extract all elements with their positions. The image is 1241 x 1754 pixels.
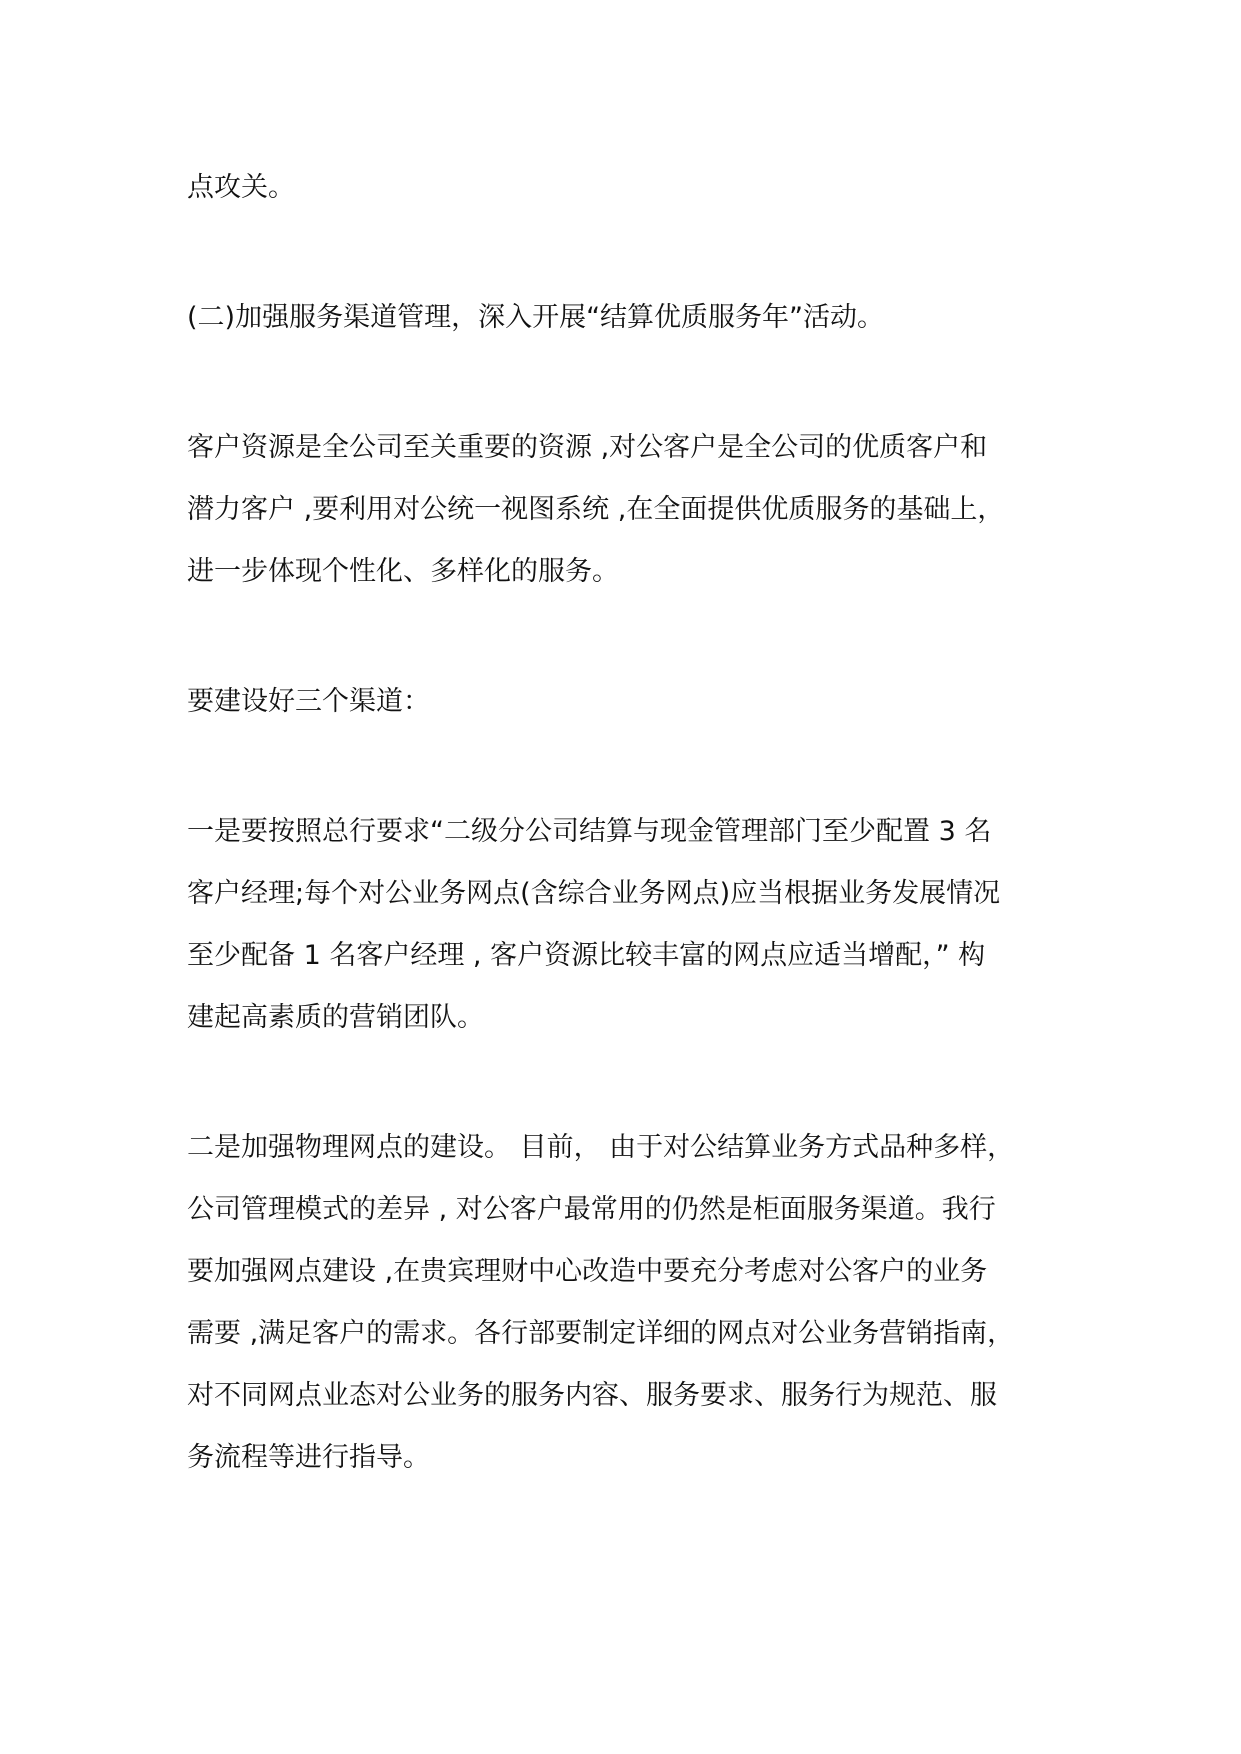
paragraph-gap <box>187 219 1092 287</box>
text-line: 公司管理模式的差异 , 对公客户最常用的仍然是柜面服务渠道。我行 <box>187 1194 996 1225</box>
text-line: 客户经理;每个对公业务网点(含综合业务网点)应当根据业务发展情况 <box>187 878 1001 909</box>
text-line: 客户资源是全公司至关重要的资源 ,对公客户是全公司的优质客户和 <box>187 432 988 463</box>
text-line: 对不同网点业态对公业务的服务内容、服务要求、服务行为规范、服 <box>187 1380 997 1411</box>
text-line: 一是要按照总行要求“二级分公司结算与现金管理部门至少配置 3 名 <box>187 816 992 847</box>
text-line: 要建设好三个渠道： <box>187 686 430 717</box>
text-line: 建起高素质的营销团队。 <box>187 1002 484 1033</box>
text-line: 潜力客户 ,要利用对公统一视图系统 ,在全面提供优质服务的基础上， <box>187 494 1005 525</box>
paragraph-continuation <box>187 157 1092 219</box>
text-line: 需要 ,满足客户的需求。各行部要制定详细的网点对公业务营销指南， <box>187 1318 1015 1349</box>
text-line: 务流程等进行指导。 <box>187 1442 430 1473</box>
paragraph-three-channels <box>187 671 1092 733</box>
text-line: 二是加强物理网点的建设。 目前， 由于对公结算业务方式品种多样， <box>187 1132 1015 1163</box>
paragraph-gap <box>187 733 1092 801</box>
paragraph-gap <box>187 349 1092 417</box>
section-heading <box>187 287 1092 349</box>
paragraph-gap <box>187 603 1092 671</box>
text-line: 要加强网点建设 ,在贵宾理财中心改造中要充分考虑对公客户的业务 <box>187 1256 988 1287</box>
document-body <box>187 157 1092 1489</box>
text-line: 进一步体现个性化、多样化的服务。 <box>187 556 619 587</box>
text-line: 点攻关。 <box>187 172 295 203</box>
text-line: (二)加强服务渠道管理，深入开展“结算优质服务年”活动。 <box>187 302 885 333</box>
paragraph-channel-one <box>187 801 1092 1049</box>
paragraph-customer-resources <box>187 417 1092 603</box>
paragraph-gap <box>187 1049 1092 1117</box>
paragraph-channel-two <box>187 1117 1092 1489</box>
text-line: 至少配备 1 名客户经理 , 客户资源比较丰富的网点应适当增配，” 构 <box>187 940 986 971</box>
